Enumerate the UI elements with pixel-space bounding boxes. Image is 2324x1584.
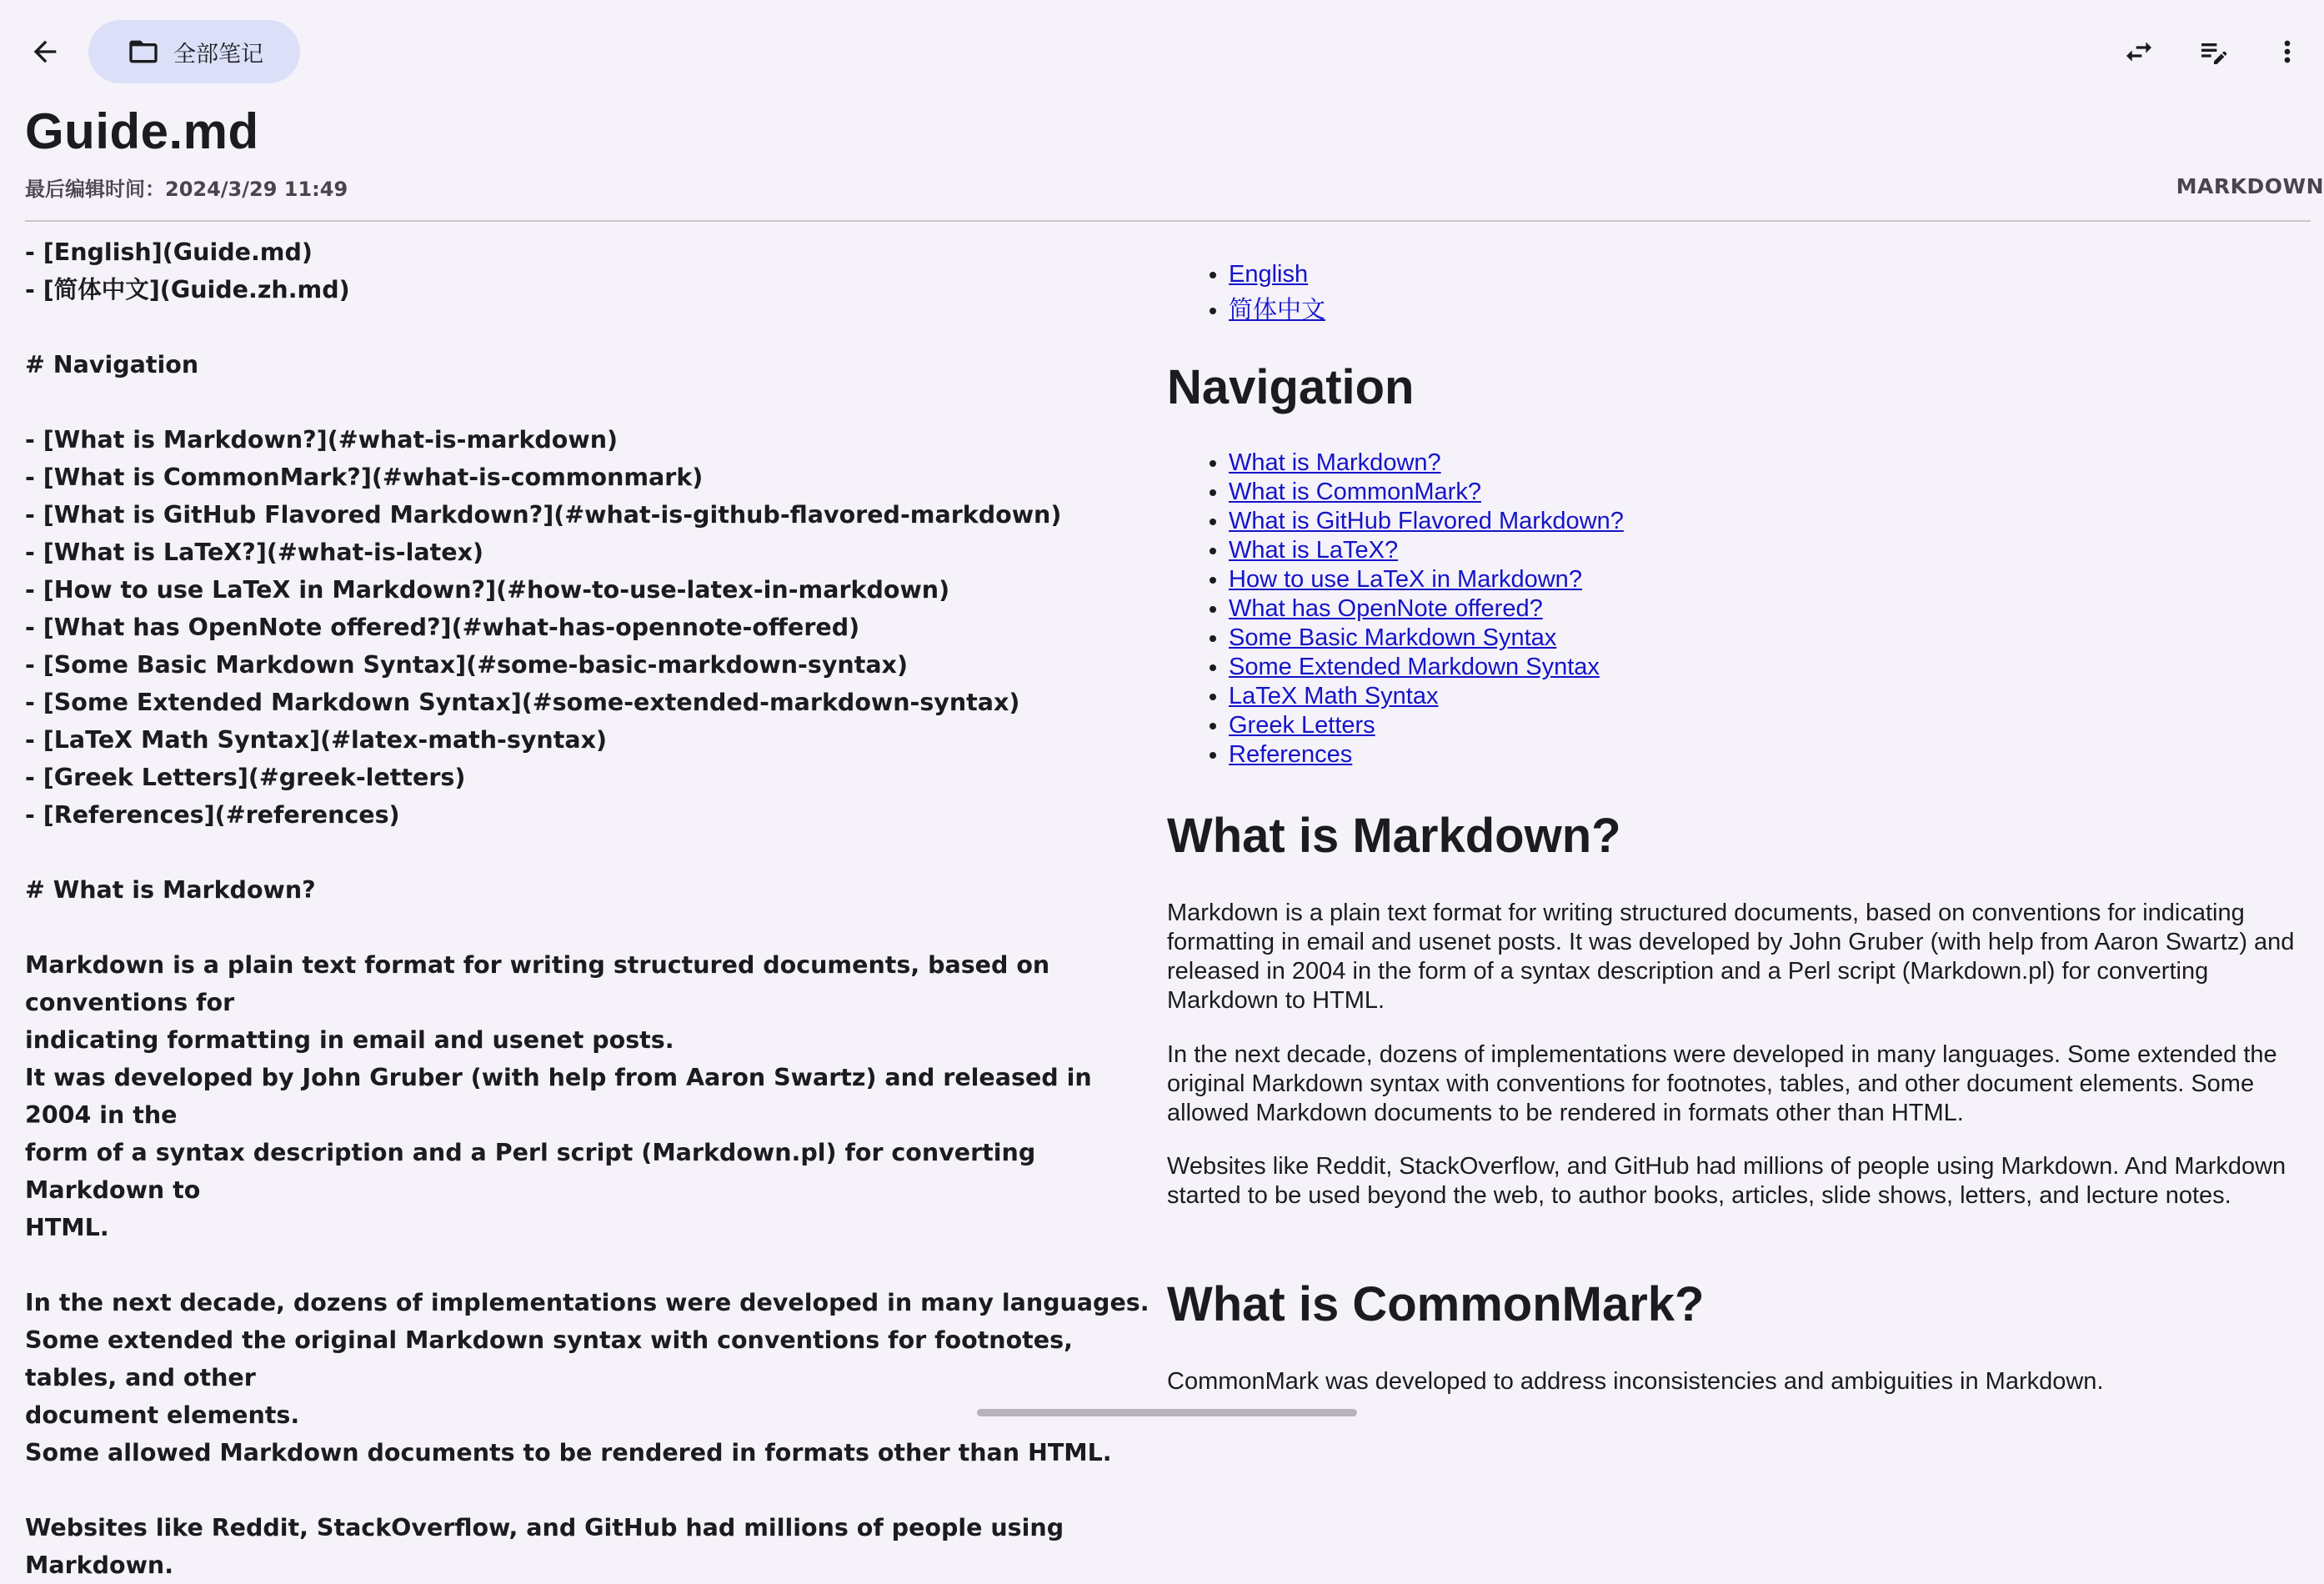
preview-heading-what-is-commonmark: What is CommonMark? bbox=[1167, 1277, 1705, 1331]
arrow-left-icon bbox=[28, 35, 62, 68]
navigation-link[interactable]: What is CommonMark? bbox=[1229, 479, 1481, 505]
source-line: It was developed by John Gruber (with help from Aaron Swartz) and released in 2004 in the bbox=[25, 1064, 1100, 1129]
source-line: Some allowed Markdown documents to be rendered in formats other than HTML. bbox=[25, 1439, 1112, 1466]
source-line bbox=[25, 383, 1159, 421]
source-line bbox=[25, 1471, 1159, 1509]
source-line: Websites like Reddit, StackOverflow, and GitHub had millions of people using Markdown. bbox=[25, 1514, 1073, 1579]
source-line: Some extended the original Markdown syntax with conventions for footnotes, tables, and other bbox=[25, 1326, 1081, 1391]
source-line: form of a syntax description and a Perl script (Markdown.pl) for converting Markdown to bbox=[25, 1139, 1044, 1204]
editor-mode-label[interactable]: MARKDOWN bbox=[2176, 174, 2324, 198]
source-line: - [LaTeX Math Syntax](#latex-math-syntax) bbox=[25, 726, 607, 754]
source-line: In the next decade, dozens of implementations were developed in many languages. bbox=[25, 1289, 1149, 1316]
folder-selector-chip[interactable] bbox=[88, 20, 300, 83]
preview-paragraph: Websites like Reddit, StackOverflow, and GitHub had millions of people using Markdown. And Markdown started to be used beyond the web, to author books, articles, slide shows, letters, and lecture notes. bbox=[1167, 1153, 2286, 1209]
list-item bbox=[1229, 682, 1624, 711]
navigation-link[interactable]: Some Extended Markdown Syntax bbox=[1229, 654, 1600, 680]
source-line: - [How to use LaTeX in Markdown?](#how-to-use-latex-in-markdown) bbox=[25, 576, 950, 604]
source-line: indicating formatting in email and usenet posts. bbox=[25, 1026, 674, 1054]
language-link[interactable]: English bbox=[1229, 261, 1309, 288]
source-line: - [简体中文](Guide.zh.md) bbox=[25, 276, 350, 303]
source-line: document elements. bbox=[25, 1401, 300, 1429]
swap-view-button[interactable] bbox=[2102, 15, 2176, 88]
preview-heading-what-is-markdown: What is Markdown? bbox=[1167, 809, 1621, 863]
source-line: # Navigation bbox=[25, 351, 199, 378]
source-line: - [Some Extended Markdown Syntax](#some-extended-markdown-syntax) bbox=[25, 689, 1020, 716]
source-line: - [What is GitHub Flavored Markdown?](#what-is-github-flavored-markdown) bbox=[25, 501, 1062, 529]
source-line: - [References](#references) bbox=[25, 801, 400, 829]
source-line bbox=[25, 308, 1159, 346]
list-item bbox=[1229, 536, 1624, 565]
source-line: - [What is Markdown?](#what-is-markdown) bbox=[25, 426, 619, 454]
note-title[interactable]: Guide.md bbox=[25, 103, 259, 159]
more-options-button[interactable] bbox=[2251, 15, 2324, 88]
last-edited-time: 最后编辑时间：2024/3/29 11:49 bbox=[25, 178, 348, 201]
source-line bbox=[25, 1246, 1159, 1284]
list-item bbox=[1229, 478, 1624, 507]
navigation-link-list bbox=[1167, 449, 1624, 769]
source-line bbox=[25, 834, 1159, 871]
language-link[interactable]: 简体中文 bbox=[1229, 297, 1326, 323]
horizontal-scrollbar[interactable] bbox=[977, 1409, 1357, 1416]
markdown-preview bbox=[1167, 233, 2311, 1401]
list-item bbox=[1229, 711, 1624, 740]
swap-horizontal-icon bbox=[2122, 35, 2156, 68]
preview-paragraph: In the next decade, dozens of implementations were developed in many languages. Some extended the original Markdown syntax with conventions for footnotes, tables, and other document elements. Some allowed Markdown documents to be rendered in formats other than HTML. bbox=[1167, 1041, 2277, 1126]
source-line: - [What has OpenNote offered?](#what-has-opennote-offered) bbox=[25, 614, 860, 641]
preview-paragraph: CommonMark was developed to address inconsistencies and ambiguities in Markdown. bbox=[1167, 1368, 2104, 1395]
source-line: - [English](Guide.md) bbox=[25, 238, 313, 266]
list-item bbox=[1229, 740, 1624, 769]
list-item bbox=[1229, 594, 1624, 624]
markdown-source-editor[interactable] bbox=[25, 233, 1159, 1579]
list-item bbox=[1229, 565, 1624, 594]
back-button[interactable] bbox=[8, 15, 82, 88]
navigation-link[interactable]: What has OpenNote offered? bbox=[1229, 595, 1543, 622]
navigation-link[interactable]: Some Basic Markdown Syntax bbox=[1229, 624, 1557, 651]
source-line: HTML. bbox=[25, 1214, 109, 1241]
navigation-link[interactable]: How to use LaTeX in Markdown? bbox=[1229, 566, 1582, 593]
list-item bbox=[1229, 507, 1624, 536]
more-vertical-icon bbox=[2271, 35, 2304, 68]
preview-heading-navigation: Navigation bbox=[1167, 360, 1415, 414]
source-line: - [What is LaTeX?](#what-is-latex) bbox=[25, 539, 483, 566]
source-line bbox=[25, 909, 1159, 946]
folder-icon bbox=[127, 35, 160, 68]
list-item bbox=[1229, 653, 1624, 682]
list-item bbox=[1229, 257, 1325, 293]
list-item bbox=[1229, 449, 1624, 478]
source-line: # What is Markdown? bbox=[25, 876, 316, 904]
navigation-link[interactable]: What is GitHub Flavored Markdown? bbox=[1229, 508, 1624, 534]
header-divider bbox=[25, 220, 2311, 222]
language-link-list bbox=[1167, 257, 1325, 328]
edit-note-button[interactable] bbox=[2177, 15, 2251, 88]
navigation-link[interactable]: What is Markdown? bbox=[1229, 449, 1441, 476]
navigation-link[interactable]: References bbox=[1229, 741, 1353, 768]
navigation-link[interactable]: LaTeX Math Syntax bbox=[1229, 683, 1439, 709]
edit-note-icon bbox=[2197, 35, 2231, 68]
list-item bbox=[1229, 624, 1624, 653]
source-line: Markdown is a plain text format for writing structured documents, based on conventions for bbox=[25, 951, 1059, 1016]
source-line: - [Greek Letters](#greek-letters) bbox=[25, 764, 466, 791]
list-item bbox=[1229, 293, 1325, 328]
top-app-bar bbox=[0, 0, 2311, 103]
source-line: - [What is CommonMark?](#what-is-commonmark) bbox=[25, 464, 704, 491]
preview-paragraph: Markdown is a plain text format for writing structured documents, based on conventions for indicating formatting in email and usenet posts. It was developed by John Gruber (with help from Aaron Swartz) and released in 2004 in the form of a syntax description and a Perl script (Markdown.pl) for converting Markdown to HTML. bbox=[1167, 900, 2295, 1014]
navigation-link[interactable]: Greek Letters bbox=[1229, 712, 1375, 739]
navigation-link[interactable]: What is LaTeX? bbox=[1229, 537, 1399, 564]
source-line: - [Some Basic Markdown Syntax](#some-basic-markdown-syntax) bbox=[25, 651, 908, 679]
folder-label: 全部笔记 bbox=[173, 41, 263, 68]
